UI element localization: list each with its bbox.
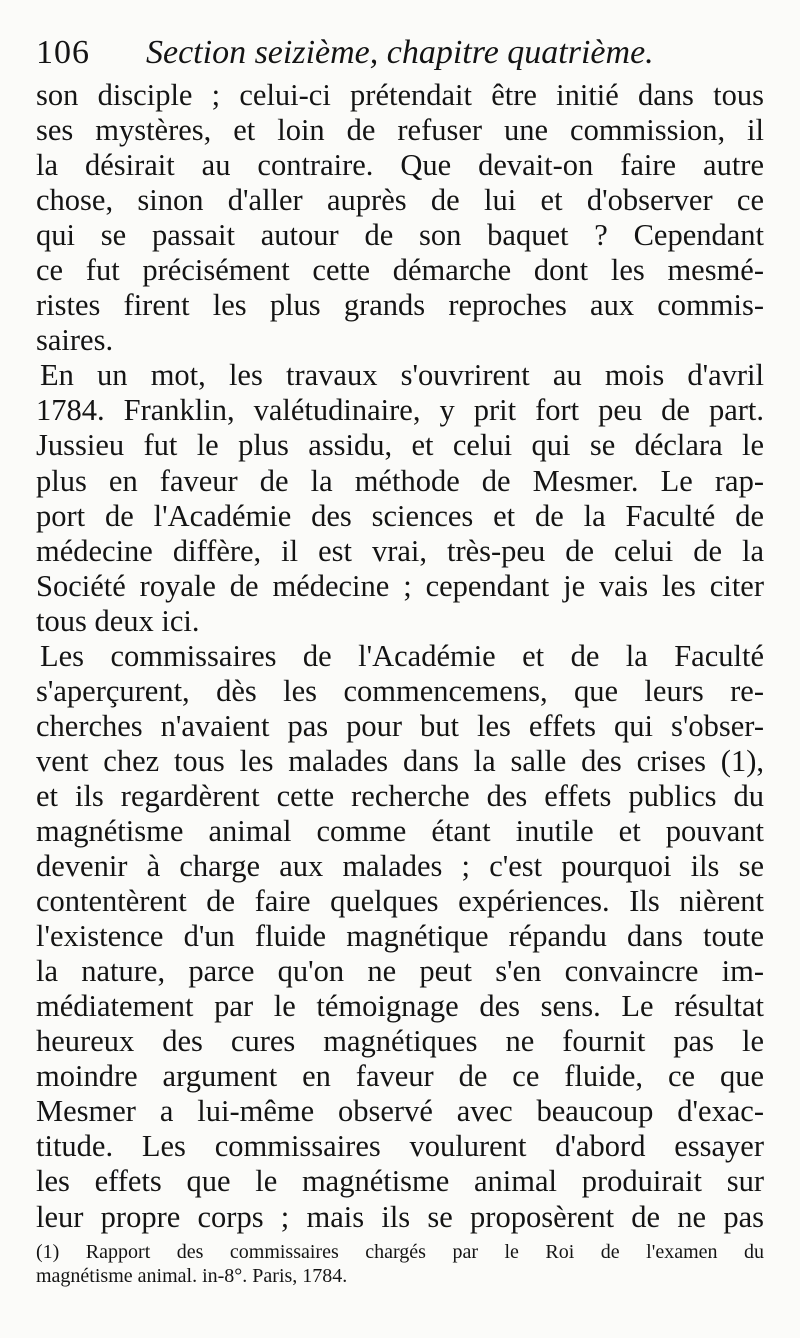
text-line: Société royale de médecine ; cependant je vais les citer [36, 568, 764, 603]
text-line: moindre argument en faveur de ce fluide, ce que [36, 1059, 764, 1094]
paragraph-start-line: En un mot, les travaux s'ouvrirent au mois d'avril [40, 358, 764, 393]
text-line: contentèrent de faire quelques expériences. Ils nièrent [36, 884, 764, 919]
text-line: la nature, parce qu'on ne peut s'en convaincre im- [36, 954, 764, 989]
text-line: leur propre corps ; mais ils se proposèrent de ne pas [36, 1199, 764, 1234]
text-line: titude. Les commissaires voulurent d'abord essayer [36, 1129, 764, 1164]
text-line: port de l'Académie des sciences et de la Faculté de [36, 498, 764, 533]
text-line: saires. [36, 323, 114, 358]
text-line: plus en faveur de la méthode de Mesmer. Le rap- [36, 463, 764, 498]
text-line: ses mystères, et loin de refuser une commission, il [36, 113, 764, 148]
footnote-line: (1) Rapport des commissaires chargés par le Roi de l'examen du [36, 1241, 764, 1263]
text-line: Mesmer a lui-même observé avec beaucoup d'exac- [36, 1094, 764, 1129]
text-line: Jussieu fut le plus assidu, et celui qui se déclara le [36, 428, 764, 463]
text-line: l'existence d'un fluide magnétique répandu dans toute [36, 919, 764, 954]
text-line: 1784. Franklin, valétudinaire, y prit fort peu de part. [36, 393, 764, 428]
page-number: 106 [36, 34, 90, 71]
text-line: ce fut précisément cette démarche dont les mesmé- [36, 253, 764, 288]
text-line: qui se passait autour de son baquet ? Cependant [36, 218, 764, 253]
page-header [36, 28, 776, 80]
text-line: devenir à charge aux malades ; c'est pourquoi ils se [36, 849, 764, 884]
footnote-line: magnétisme animal. in-8°. Paris, 1784. [36, 1265, 348, 1287]
text-line: les effets que le magnétisme animal produirait sur [36, 1164, 764, 1199]
text-line: magnétisme animal comme étant inutile et pouvant [36, 813, 764, 848]
running-title: Section seizième, chapitre quatrième. [146, 34, 654, 71]
text-line: chose, sinon d'aller auprès de lui et d'observer ce [36, 183, 764, 218]
text-line: tous deux ici. [36, 603, 200, 638]
text-line: médiatement par le témoignage des sens. Le résultat [36, 989, 764, 1024]
text-line: ristes firent les plus grands reproches aux commis- [36, 288, 764, 323]
body-text [36, 78, 764, 1235]
text-line: s'aperçurent, dès les commencemens, que leurs re- [36, 673, 764, 708]
text-line: et ils regardèrent cette recherche des effets publics du [36, 778, 764, 813]
text-line: heureux des cures magnétiques ne fournit pas le [36, 1024, 764, 1059]
text-line: cherches n'avaient pas pour but les effets qui s'obser- [36, 708, 764, 743]
text-line: son disciple ; celui-ci prétendait être initié dans tous [36, 78, 764, 112]
text-line: vent chez tous les malades dans la salle des crises (1), [36, 743, 764, 778]
text-line: médecine diffère, il est vrai, très-peu de celui de la [36, 533, 764, 568]
paragraph-start-line: Les commissaires de l'Académie et de la Faculté [40, 638, 764, 673]
footnote [36, 1240, 764, 1288]
text-line: la désirait au contraire. Que devait-on faire autre [36, 148, 764, 183]
